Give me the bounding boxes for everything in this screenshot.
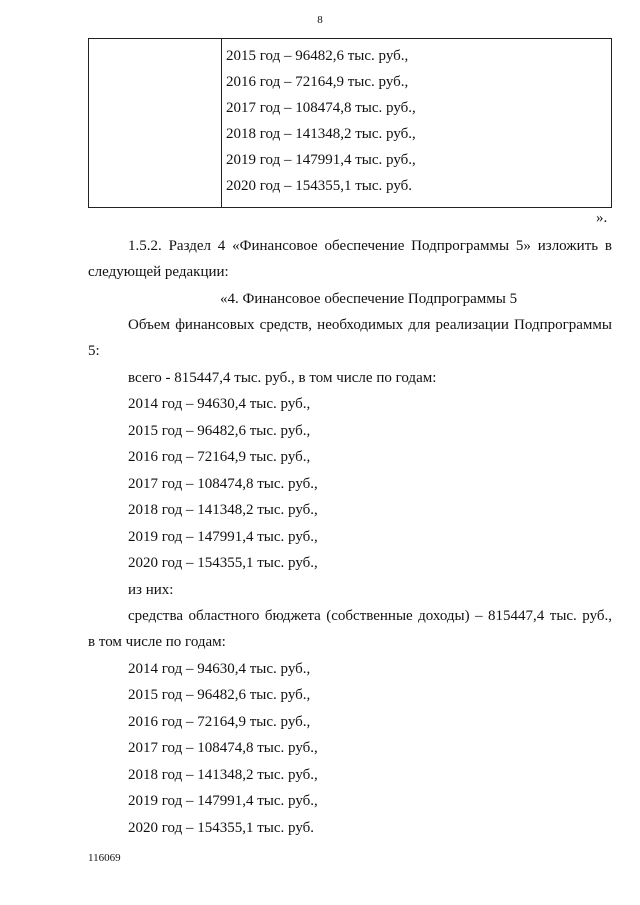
para-1-5-2-line2: следующей редакции:	[88, 264, 229, 280]
year-line: 2016 год – 72164,9 тыс. руб.,	[128, 449, 311, 465]
table-line: 2016 год – 72164,9 тыс. руб.,	[226, 74, 409, 90]
year-line: 2017 год – 108474,8 тыс. руб.,	[128, 740, 318, 756]
closing-quote: ».	[596, 210, 608, 226]
footer-code: 116069	[88, 852, 121, 864]
table-line: 2015 год – 96482,6 тыс. руб.,	[226, 48, 409, 64]
table-cell-right	[222, 39, 612, 208]
table-line: 2017 год – 108474,8 тыс. руб.,	[226, 100, 416, 116]
regional-line1: средства областного бюджета (собственные доходы) – 815447,4 тыс. руб.,	[128, 608, 612, 624]
volume-para-line1: Объем финансовых средств, необходимых для реализации Подпрограммы	[128, 317, 612, 333]
volume-para-line2: 5:	[88, 343, 100, 359]
year-line: 2015 год – 96482,6 тыс. руб.,	[128, 687, 311, 703]
page-number: 8	[317, 14, 323, 26]
total-line: всего - 815447,4 тыс. руб., в том числе по годам:	[128, 370, 437, 386]
year-line: 2020 год – 154355,1 тыс. руб.	[128, 820, 315, 836]
year-line: 2020 год – 154355,1 тыс. руб.,	[128, 555, 318, 571]
table-line: 2020 год – 154355,1 тыс. руб.	[226, 178, 413, 194]
year-line: 2014 год – 94630,4 тыс. руб.,	[128, 396, 311, 412]
table-line: 2019 год – 147991,4 тыс. руб.,	[226, 152, 416, 168]
para-1-5-2-line1: 1.5.2. Раздел 4 «Финансовое обеспечение Подпрограммы 5» изложить в	[128, 238, 612, 254]
financing-table	[88, 38, 612, 208]
year-line: 2018 год – 141348,2 тыс. руб.,	[128, 767, 318, 783]
regional-line2: в том числе по годам:	[88, 634, 226, 650]
table-line: 2018 год – 141348,2 тыс. руб.,	[226, 126, 416, 142]
year-line: 2017 год – 108474,8 тыс. руб.,	[128, 476, 318, 492]
table-cell-left	[89, 39, 222, 208]
year-line: 2014 год – 94630,4 тыс. руб.,	[128, 661, 311, 677]
year-line: 2016 год – 72164,9 тыс. руб.,	[128, 714, 311, 730]
section-heading: «4. Финансовое обеспечение Подпрограммы 5	[220, 291, 518, 307]
of-them: из них:	[128, 582, 174, 598]
year-line: 2018 год – 141348,2 тыс. руб.,	[128, 502, 318, 518]
year-line: 2015 год – 96482,6 тыс. руб.,	[128, 423, 311, 439]
year-line: 2019 год – 147991,4 тыс. руб.,	[128, 529, 318, 545]
year-line: 2019 год – 147991,4 тыс. руб.,	[128, 793, 318, 809]
